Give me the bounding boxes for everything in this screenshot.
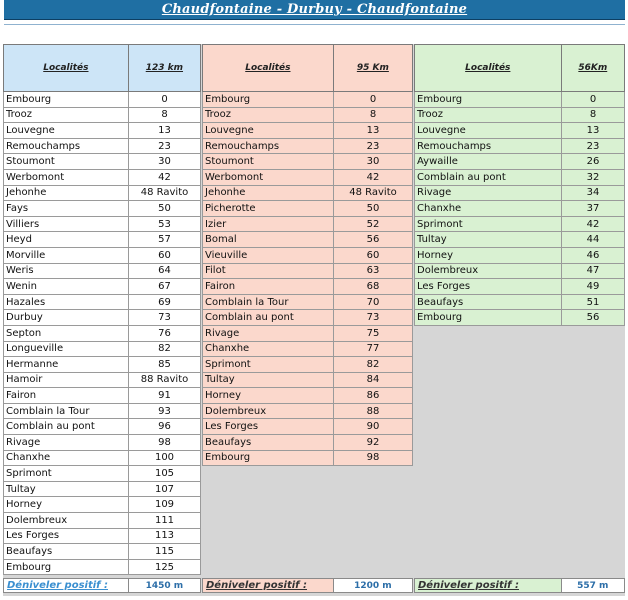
locality-cell: Chanxhe	[3, 451, 129, 466]
locality-cell: Filot	[202, 264, 334, 279]
km-cell: 23	[562, 139, 625, 154]
header-localites: Localités	[4, 45, 129, 91]
table-row	[202, 310, 413, 326]
table-row	[3, 497, 201, 513]
locality-cell: Dolembreux	[3, 513, 129, 528]
table-row	[3, 529, 201, 545]
table-row	[414, 232, 625, 248]
locality-cell: Jehonhe	[3, 186, 129, 201]
locality-cell: Les Forges	[202, 419, 334, 434]
km-cell: 50	[129, 201, 201, 216]
km-cell: 111	[129, 513, 201, 528]
locality-cell: Horney	[202, 388, 334, 403]
elevation-footer	[3, 578, 201, 593]
locality-cell: Embourg	[3, 560, 129, 575]
table-row	[202, 279, 413, 295]
locality-cell: Remouchamps	[3, 139, 129, 154]
locality-cell: Embourg	[202, 92, 334, 107]
locality-cell: Trooz	[414, 108, 562, 123]
table-row	[3, 248, 201, 264]
table-row	[3, 357, 201, 373]
column-header	[414, 44, 625, 92]
km-cell: 92	[334, 435, 413, 450]
locality-cell: Werbomont	[202, 170, 334, 185]
elevation-footer	[414, 578, 625, 593]
km-cell: 8	[334, 108, 413, 123]
km-cell: 69	[129, 295, 201, 310]
km-cell: 42	[562, 217, 625, 232]
km-cell: 48 Ravito	[334, 186, 413, 201]
km-cell: 51	[562, 295, 625, 310]
table-row	[202, 264, 413, 280]
table-row	[414, 186, 625, 202]
table-row	[3, 419, 201, 435]
table-row	[3, 435, 201, 451]
km-cell: 98	[334, 451, 413, 466]
table-row	[3, 264, 201, 280]
locality-cell: Beaufays	[3, 544, 129, 559]
locality-cell: Durbuy	[3, 310, 129, 325]
locality-cell: Weris	[3, 264, 129, 279]
locality-cell: Comblain la Tour	[3, 404, 129, 419]
table-row	[202, 373, 413, 389]
table-row	[202, 201, 413, 217]
table-row	[3, 279, 201, 295]
elevation-label: Déniveler positif :	[415, 579, 562, 592]
km-cell: 47	[562, 264, 625, 279]
column-header	[3, 44, 201, 92]
table-row	[414, 170, 625, 186]
table-row	[202, 326, 413, 342]
table-row	[414, 264, 625, 280]
table-row	[414, 217, 625, 233]
km-cell: 85	[129, 357, 201, 372]
km-cell: 30	[334, 154, 413, 169]
locality-cell: Remouchamps	[414, 139, 562, 154]
table-row	[414, 310, 625, 326]
elevation-label: Déniveler positif :	[4, 579, 129, 592]
locality-cell: Villiers	[3, 217, 129, 232]
table-row	[3, 217, 201, 233]
table-row	[3, 154, 201, 170]
locality-cell: Trooz	[3, 108, 129, 123]
title-bar	[4, 0, 625, 20]
locality-cell: Comblain la Tour	[202, 295, 334, 310]
km-cell: 91	[129, 388, 201, 403]
table-row	[3, 186, 201, 202]
table-row	[202, 139, 413, 155]
table-row	[3, 513, 201, 529]
km-cell: 100	[129, 451, 201, 466]
locality-cell: Comblain au pont	[414, 170, 562, 185]
locality-cell: Embourg	[414, 92, 562, 107]
km-cell: 26	[562, 154, 625, 169]
km-cell: 125	[129, 560, 201, 575]
table-row	[3, 560, 201, 576]
locality-cell: Beaufays	[414, 295, 562, 310]
page-title: Chaudfontaine - Durbuy - Chaudfontaine	[161, 2, 468, 17]
table-row	[202, 342, 413, 358]
km-cell: 56	[562, 310, 625, 325]
km-cell: 13	[334, 123, 413, 138]
km-cell: 63	[334, 264, 413, 279]
column-header	[202, 44, 413, 92]
km-cell: 77	[334, 342, 413, 357]
elevation-value: 1450 m	[129, 579, 200, 592]
locality-cell: Dolembreux	[414, 264, 562, 279]
locality-cell: Tultay	[414, 232, 562, 247]
locality-cell: Rivage	[3, 435, 129, 450]
table-row	[3, 108, 201, 124]
table-row	[202, 154, 413, 170]
km-cell: 70	[334, 295, 413, 310]
table-row	[3, 373, 201, 389]
table-row	[202, 217, 413, 233]
table-row	[3, 123, 201, 139]
locality-cell: Hazales	[3, 295, 129, 310]
km-cell: 105	[129, 466, 201, 481]
rows	[3, 92, 201, 575]
locality-cell: Chanxhe	[202, 342, 334, 357]
km-cell: 56	[334, 232, 413, 247]
rows	[202, 92, 413, 466]
table-row	[3, 342, 201, 358]
locality-cell: Louvegne	[202, 123, 334, 138]
km-cell: 46	[562, 248, 625, 263]
km-cell: 37	[562, 201, 625, 216]
km-cell: 23	[334, 139, 413, 154]
table-row	[202, 295, 413, 311]
table-row	[3, 232, 201, 248]
km-cell: 0	[129, 92, 201, 107]
header-localites: Localités	[203, 45, 334, 91]
km-cell: 0	[334, 92, 413, 107]
locality-cell: Horney	[414, 248, 562, 263]
km-cell: 84	[334, 373, 413, 388]
km-cell: 49	[562, 279, 625, 294]
table-row	[202, 92, 413, 108]
km-cell: 23	[129, 139, 201, 154]
locality-cell: Fays	[3, 201, 129, 216]
table-row	[3, 201, 201, 217]
km-cell: 34	[562, 186, 625, 201]
locality-cell: Les Forges	[414, 279, 562, 294]
elevation-value: 1200 m	[334, 579, 412, 592]
locality-cell: Stoumont	[3, 154, 129, 169]
table-row	[202, 435, 413, 451]
km-cell: 109	[129, 497, 201, 512]
table-row	[414, 295, 625, 311]
table-row	[414, 108, 625, 124]
km-cell: 86	[334, 388, 413, 403]
locality-cell: Bomal	[202, 232, 334, 247]
locality-cell: Trooz	[202, 108, 334, 123]
header-distance: 95 Km	[356, 63, 389, 73]
table-row	[202, 170, 413, 186]
locality-cell: Les Forges	[3, 529, 129, 544]
locality-cell: Rivage	[414, 186, 562, 201]
table-row	[202, 123, 413, 139]
locality-cell: Sprimont	[414, 217, 562, 232]
km-cell: 57	[129, 232, 201, 247]
km-cell: 76	[129, 326, 201, 341]
locality-cell: Izier	[202, 217, 334, 232]
km-cell: 44	[562, 232, 625, 247]
locality-cell: Wenin	[3, 279, 129, 294]
km-cell: 13	[562, 123, 625, 138]
locality-cell: Chanxhe	[414, 201, 562, 216]
locality-cell: Fairon	[3, 388, 129, 403]
km-cell: 42	[334, 170, 413, 185]
table-row	[202, 419, 413, 435]
table-row	[414, 279, 625, 295]
table-row	[414, 139, 625, 155]
table-row	[3, 92, 201, 108]
table-row	[202, 232, 413, 248]
locality-cell: Tultay	[202, 373, 334, 388]
table-row	[202, 388, 413, 404]
km-cell: 96	[129, 419, 201, 434]
km-cell: 93	[129, 404, 201, 419]
header-distance: 56Km	[578, 63, 608, 73]
km-cell: 60	[334, 248, 413, 263]
km-cell: 88 Ravito	[129, 373, 201, 388]
table-row	[3, 466, 201, 482]
locality-cell: Morville	[3, 248, 129, 263]
locality-cell: Comblain au pont	[202, 310, 334, 325]
km-cell: 82	[334, 357, 413, 372]
table-row	[3, 139, 201, 155]
km-cell: 13	[129, 123, 201, 138]
table-row	[3, 451, 201, 467]
km-cell: 8	[562, 108, 625, 123]
km-cell: 88	[334, 404, 413, 419]
km-cell: 75	[334, 326, 413, 341]
locality-cell: Longueville	[3, 342, 129, 357]
table-row	[202, 108, 413, 124]
km-cell: 90	[334, 419, 413, 434]
table-row	[202, 404, 413, 420]
table-row	[414, 248, 625, 264]
locality-cell: Remouchamps	[202, 139, 334, 154]
km-cell: 0	[562, 92, 625, 107]
locality-cell: Rivage	[202, 326, 334, 341]
table-row	[3, 404, 201, 420]
locality-cell: Stoumont	[202, 154, 334, 169]
table-row	[202, 451, 413, 467]
locality-cell: Septon	[3, 326, 129, 341]
table-row	[3, 310, 201, 326]
locality-cell: Embourg	[3, 92, 129, 107]
km-cell: 64	[129, 264, 201, 279]
elevation-value: 557 m	[562, 579, 624, 592]
table-row	[202, 186, 413, 202]
table-row	[202, 248, 413, 264]
km-cell: 53	[129, 217, 201, 232]
locality-cell: Jehonhe	[202, 186, 334, 201]
km-cell: 48 Ravito	[129, 186, 201, 201]
table-row	[3, 295, 201, 311]
locality-cell: Hermanne	[3, 357, 129, 372]
locality-cell: Fairon	[202, 279, 334, 294]
locality-cell: Picherotte	[202, 201, 334, 216]
km-cell: 73	[129, 310, 201, 325]
elevation-label: Déniveler positif :	[203, 579, 334, 592]
locality-cell: Heyd	[3, 232, 129, 247]
km-cell: 60	[129, 248, 201, 263]
locality-cell: Embourg	[414, 310, 562, 325]
locality-cell: Tultay	[3, 482, 129, 497]
locality-cell: Sprimont	[202, 357, 334, 372]
km-cell: 107	[129, 482, 201, 497]
km-cell: 52	[334, 217, 413, 232]
table-row	[3, 326, 201, 342]
km-cell: 73	[334, 310, 413, 325]
locality-cell: Sprimont	[3, 466, 129, 481]
km-cell: 82	[129, 342, 201, 357]
routes-table	[3, 44, 625, 596]
header-localites: Localités	[415, 45, 562, 91]
locality-cell: Louvegne	[3, 123, 129, 138]
table-row	[3, 482, 201, 498]
km-cell: 50	[334, 201, 413, 216]
locality-cell: Hamoir	[3, 373, 129, 388]
km-cell: 32	[562, 170, 625, 185]
km-cell: 67	[129, 279, 201, 294]
table-row	[202, 357, 413, 373]
locality-cell: Werbomont	[3, 170, 129, 185]
table-row	[3, 544, 201, 560]
locality-cell: Horney	[3, 497, 129, 512]
locality-cell: Beaufays	[202, 435, 334, 450]
table-row	[3, 170, 201, 186]
locality-cell: Embourg	[202, 451, 334, 466]
km-cell: 8	[129, 108, 201, 123]
km-cell: 30	[129, 154, 201, 169]
locality-cell: Louvegne	[414, 123, 562, 138]
table-row	[3, 388, 201, 404]
table-row	[414, 92, 625, 108]
km-cell: 42	[129, 170, 201, 185]
elevation-footer	[202, 578, 413, 593]
table-row	[414, 123, 625, 139]
km-cell: 98	[129, 435, 201, 450]
header-distance: 123 km	[145, 63, 184, 73]
locality-cell: Vieuville	[202, 248, 334, 263]
km-cell: 115	[129, 544, 201, 559]
divider	[4, 24, 625, 25]
locality-cell: Comblain au pont	[3, 419, 129, 434]
locality-cell: Dolembreux	[202, 404, 334, 419]
km-cell: 113	[129, 529, 201, 544]
km-cell: 68	[334, 279, 413, 294]
table-row	[414, 154, 625, 170]
rows	[414, 92, 625, 326]
table-row	[414, 201, 625, 217]
locality-cell: Aywaille	[414, 154, 562, 169]
